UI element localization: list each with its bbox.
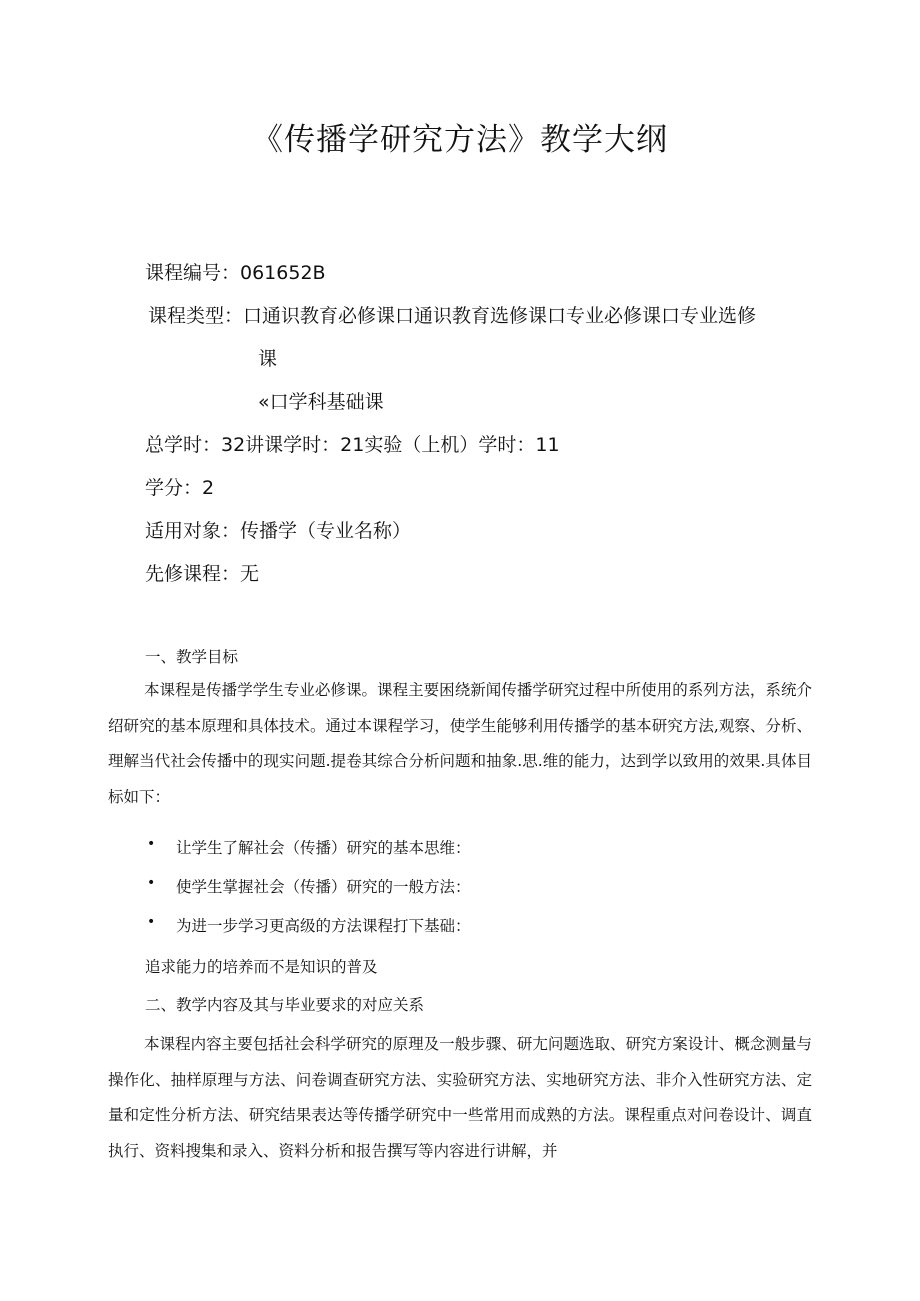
course-audience: 适用对象：传播学（专业名称）	[145, 520, 412, 542]
course-type-extra: «口学科基础课	[258, 391, 384, 413]
course-type: 课程类型：口通识教育必修课口通识教育选修课口专业必修课口专业选修	[148, 305, 757, 327]
bullet-symbol: •	[147, 914, 156, 930]
course-prerequisites: 先修课程：无	[145, 563, 260, 585]
bullet-symbol: •	[147, 875, 156, 891]
objectives-paragraph: 本课程是传播学学生专业必修课。课程主要困绕新闻传播学研究过程中所使用的系列方法，系统介绍研究的基本原理和具体技术。通过本课程学习，使学生能够利用传播学的基本研究方法,观察、分析、理解当代社会传播中的现实问题.提卷其综合分析问题和抽象.思.维的能力，达到学以致用的效果.具体目标如下：	[108, 681, 812, 806]
bullet-item: 让学生了解社会（传播）研究的基本思维：	[176, 839, 471, 857]
bullet-symbol: •	[147, 836, 156, 852]
content-paragraph: 本课程内容主要包括社会科学研究的原理及一般步骤、研尢问题选取、研究方案设计、概念测量与操作化、抽样原理与方法、问卷调查研究方法、实验研究方法、实地研究方法、非介入性研究方法、定量和定性分析方法、研究结果表达等传播学研究中一些常用而成熟的方法。课程重点对问卷设计、调直执行、资料搜集和录入、资料分析和报告撰写等内容进行讲解，并	[108, 1035, 812, 1160]
section-heading-content: 二、教学内容及其与毕业要求的对应关系	[145, 996, 425, 1014]
section-heading-objectives: 一、教学目标	[145, 648, 239, 666]
document-title: 《传播学研究方法》教学大纲	[252, 122, 668, 158]
course-credits: 学分：2	[145, 477, 215, 499]
course-code: 课程编号：061652B	[145, 262, 326, 284]
course-type-continued: 课	[258, 348, 278, 370]
bullet-item: 为进一步学习更高级的方法课程打下基础：	[176, 917, 471, 935]
course-hours: 总学时：32讲课学时：21实验（上机）学时：11	[145, 434, 560, 456]
bullet-item: 使学生掌握社会（传播）研究的一般方法：	[176, 878, 471, 896]
objectives-closing: 追求能力的培养而不是知识的普及	[145, 958, 378, 976]
